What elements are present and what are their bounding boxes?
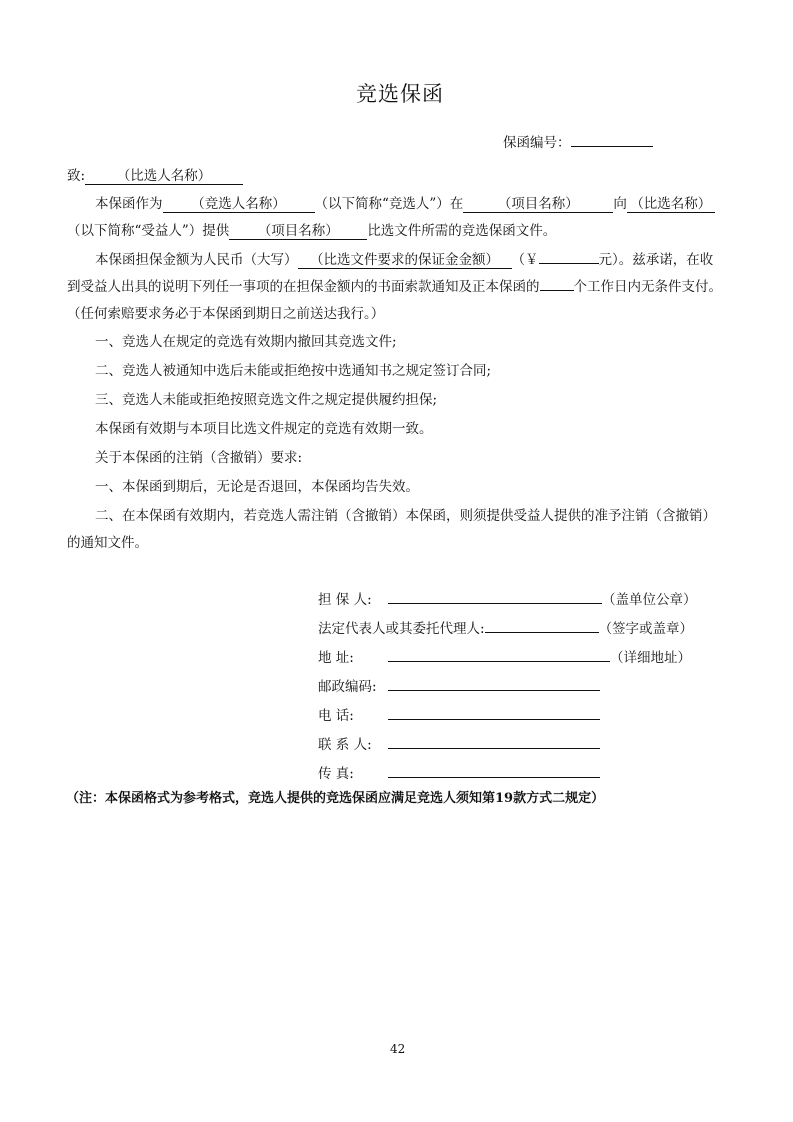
cancel-heading: 关于本保函的注销（含撤销）要求: <box>95 450 303 466</box>
guarantee-number-row <box>503 131 653 151</box>
guarantee-number-label: 保函编号： <box>503 135 571 151</box>
cancel-item-2-line2: 的通知文件。 <box>67 535 148 551</box>
address-blank[interactable] <box>388 660 610 662</box>
addressee-field[interactable]: （比选人名称） <box>85 169 243 185</box>
address-note: （详细地址） <box>610 650 691 666</box>
representative-label: 法定代表人或其委托代理人: <box>318 621 485 637</box>
page-number: 42 <box>390 1042 406 1056</box>
para2-line1 <box>95 248 713 269</box>
condition-item-3: 三、竞选人未能或拒绝按照竞选文件之规定提供履约担保; <box>95 392 438 408</box>
postcode-row <box>318 675 600 695</box>
amount-words-field[interactable]: （比选文件要求的保证金金额） <box>298 253 512 269</box>
amount-figure-blank[interactable] <box>539 262 599 264</box>
para1-line1 <box>95 192 715 213</box>
para2-text-f: 个工作日内无条件支付。 <box>573 279 722 295</box>
format-note: （注：本保函格式为参考格式，竞选人提供的竞选保函应满足竞选人须知第19款方式二规定） <box>66 791 605 806</box>
cancel-item-1: 一、本保函到期后，无论是否退回，本保函均告失效。 <box>95 479 419 495</box>
para2-text-a: 本保函担保金额为人民币（大写） <box>95 252 298 268</box>
representative-row <box>318 617 693 637</box>
postcode-label: 邮政编码: <box>318 679 377 695</box>
para1-text-g: （以下简称“受益人”）提供 <box>67 223 230 239</box>
phone-row <box>318 704 600 724</box>
guarantor-note: （盖单位公章） <box>602 592 697 608</box>
contact-row <box>318 733 600 753</box>
fax-label: 传 真: <box>318 766 354 782</box>
para1-text-e: 向 <box>613 196 627 212</box>
para2-text-d: 元）。兹承诺，在收 <box>598 252 714 268</box>
condition-item-2: 二、竞选人被通知中选后未能或拒绝按中选通知书之规定签订合同; <box>95 363 492 379</box>
para2-text-e: 到受益人出具的说明下列任一事项的在担保金额内的书面索款通知及正本保函的 <box>67 279 540 295</box>
address-label: 地 址: <box>318 650 354 666</box>
fax-blank[interactable] <box>388 776 600 778</box>
guarantor-blank[interactable] <box>388 602 602 604</box>
selection-name-field[interactable]: （比选名称） <box>627 197 715 213</box>
bidder-name-field[interactable]: （竞选人名称） <box>163 197 315 213</box>
validity-text: 本保函有效期与本项目比选文件规定的竞选有效期一致。 <box>95 421 433 437</box>
addressee-prefix: 致: <box>67 168 86 184</box>
address-row <box>318 646 691 666</box>
para1-text-i: 比选文件所需的竞选保函文件。 <box>367 223 557 239</box>
phone-blank[interactable] <box>388 718 600 720</box>
project-name-field-2[interactable]: （项目名称） <box>229 224 367 240</box>
postcode-blank[interactable] <box>388 689 600 691</box>
guarantor-row <box>318 588 697 608</box>
page-title: 竞选保函 <box>356 82 444 106</box>
phone-label: 电 话: <box>318 708 354 724</box>
fax-row <box>318 762 600 782</box>
contact-label: 联 系 人: <box>318 737 372 753</box>
representative-note: （签字或盖章） <box>598 621 694 637</box>
addressee-row <box>67 164 243 185</box>
para1-text-a: 本保函作为 <box>95 196 163 212</box>
workdays-blank[interactable] <box>540 289 574 291</box>
para2-text-c: （￥ <box>511 252 539 268</box>
guarantee-number-blank[interactable] <box>571 145 653 147</box>
condition-item-1: 一、竞选人在规定的竞选有效期内撤回其竞选文件; <box>95 334 397 350</box>
guarantor-label: 担 保 人: <box>318 592 372 608</box>
project-name-field[interactable]: （项目名称） <box>463 197 613 213</box>
representative-blank[interactable] <box>485 631 599 633</box>
cancel-item-2-line1: 二、在本保函有效期内，若竞选人需注销（含撤销）本保函，则须提供受益人提供的准予注销（含撤销） <box>95 508 716 524</box>
contact-blank[interactable] <box>388 747 600 749</box>
para1-text-c: （以下简称“竞选人”）在 <box>314 196 464 212</box>
para2-line3: （任何索赔要求务必于本保函到期日之前送达我行。） <box>67 306 385 322</box>
para1-line2 <box>67 219 556 240</box>
para2-line2 <box>67 275 722 295</box>
